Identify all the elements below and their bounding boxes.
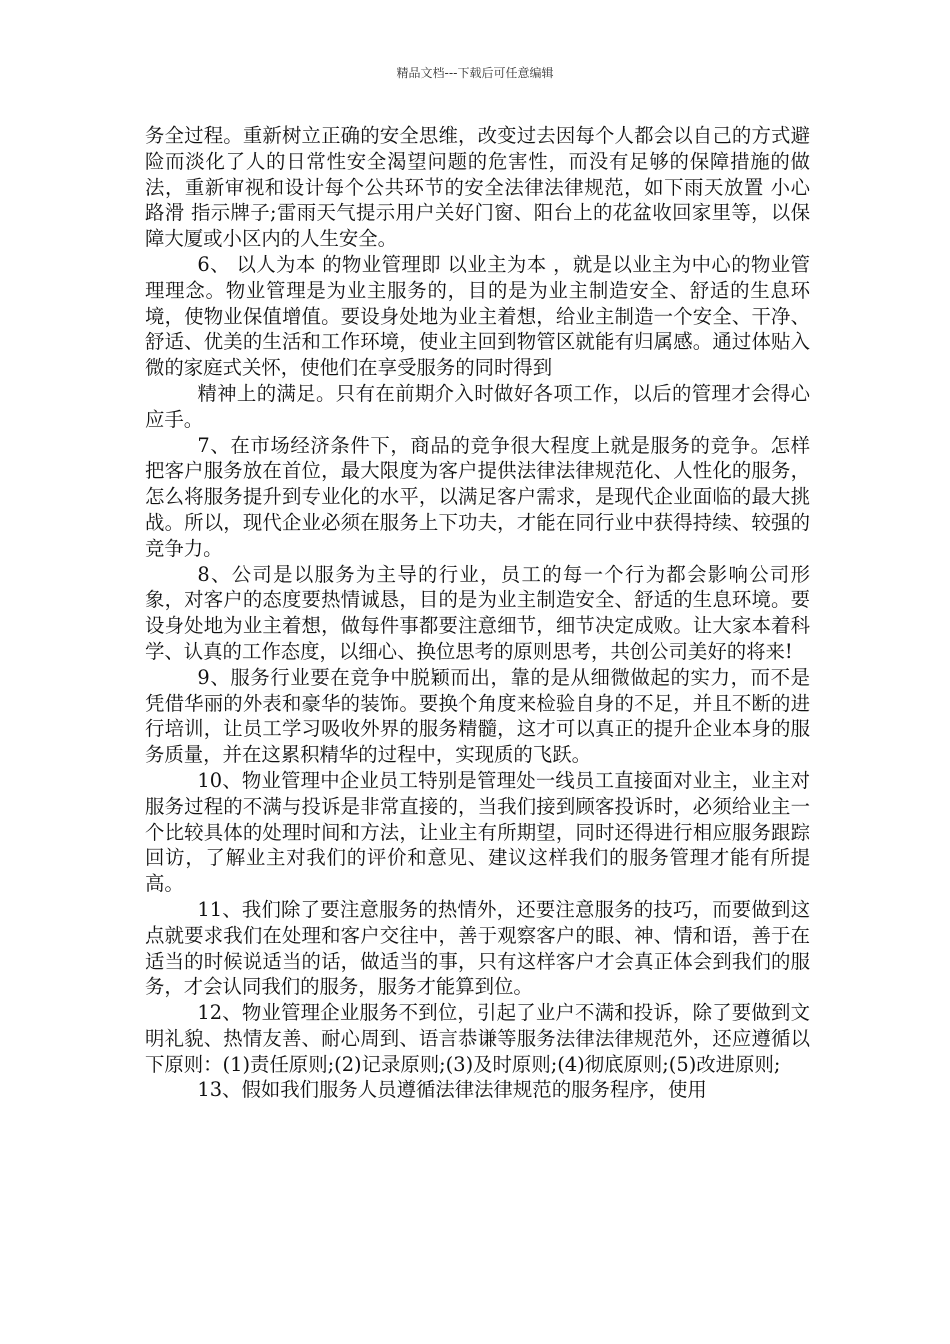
paragraph-6: 6、 以人为本 的物业管理即 以业主为本 ，就是以业主为中心的物业管理理念。物业管理是为业主服务的，目的是为业主制造安全、舒适的生息环境，使物业保值增值。要设身处地为业主着想，给业主制造一个安全、干净、舒适、优美的生活和工作环境，使业主回到物管区就能有归属感。通过体贴入微的家庭式关怀，使他们在享受服务的同时得到 bbox=[145, 252, 810, 380]
paragraph-12: 12、物业管理企业服务不到位，引起了业户不满和投诉，除了要做到文明礼貌、热情友善、耐心周到、语言恭谦等服务法律法律规范外，还应遵循以下原则：(1)责任原则;(2)记录原则;(3)及时原则;(4)彻底原则;(5)改进原则; bbox=[145, 1001, 810, 1076]
paragraph-13: 13、假如我们服务人员遵循法律法律规范的服务程序，使用 bbox=[197, 1078, 707, 1102]
document-body bbox=[145, 123, 810, 1103]
paragraph-8: 8、公司是以服务为主导的行业，员工的每一个行为都会影响公司形象，对客户的态度要热情诚恳，目的是为业主制造安全、舒适的生息环境。要设身处地为业主着想，做每件事都要注意细节，细节决定成败。让大家本着科学、认真的工作态度，以细心、换位思考的原则思考，共创公司美好的将来! bbox=[145, 562, 810, 663]
page-header: 精品文档---下载后可任意编辑 bbox=[396, 66, 554, 80]
paragraph-continuation: 务全过程。重新树立正确的安全思维，改变过去因每个人都会以自己的方式避险而淡化了人的日常性安全渴望问题的危害性，而没有足够的保障措施的做法，重新审视和设计每个公共环节的安全法律法律规范，如下雨天放置 小心路滑 指示牌子;雷雨天气提示用户关好门窗、阳台上的花盆收回家里等，以保障大厦或小区内的人生安全。 bbox=[145, 124, 810, 251]
paragraph-7: 7、在市场经济条件下，商品的竞争很大程度上就是服务的竞争。怎样把客户服务放在首位，最大限度为客户提供法律法律规范化、人性化的服务，怎么将服务提升到专业化的水平，以满足客户需求，是现代企业面临的最大挑战。所以，现代企业必须在服务上下功夫，才能在同行业中获得持续、较强的竞争力。 bbox=[145, 433, 810, 560]
paragraph-9: 9、服务行业要在竞争中脱颖而出，靠的是从细微做起的实力，而不是凭借华丽的外表和豪华的装饰。要换个角度来检验自身的不足，并且不断的进行培训，让员工学习吸收外界的服务精髓，这才可以真正的提升企业本身的服务质量，并在这累积精华的过程中，实现质的飞跃。 bbox=[145, 665, 810, 767]
paragraph-10: 10、物业管理中企业员工特别是管理处一线员工直接面对业主，业主对服务过程的不满与投诉是非常直接的，当我们接到顾客投诉时，必须给业主一个比较具体的处理时间和方法，让业主有所期望，同时还得进行相应服务跟踪回访，了解业主对我们的评价和意见、建议这样我们的服务管理才能有所提高。 bbox=[145, 768, 810, 896]
paragraph-6-continued: 精神上的满足。只有在前期介入时做好各项工作，以后的管理才会得心应手。 bbox=[145, 381, 810, 431]
paragraph-11: 11、我们除了要注意服务的热情外，还要注意服务的技巧，而要做到这点就要求我们在处理和客户交往中，善于观察客户的眼、神、情和语，善于在适当的时候说适当的话，做适当的事，只有这样客户才会真正体会到我们的服务，才会认同我们的服务，服务才能算到位。 bbox=[145, 897, 810, 999]
